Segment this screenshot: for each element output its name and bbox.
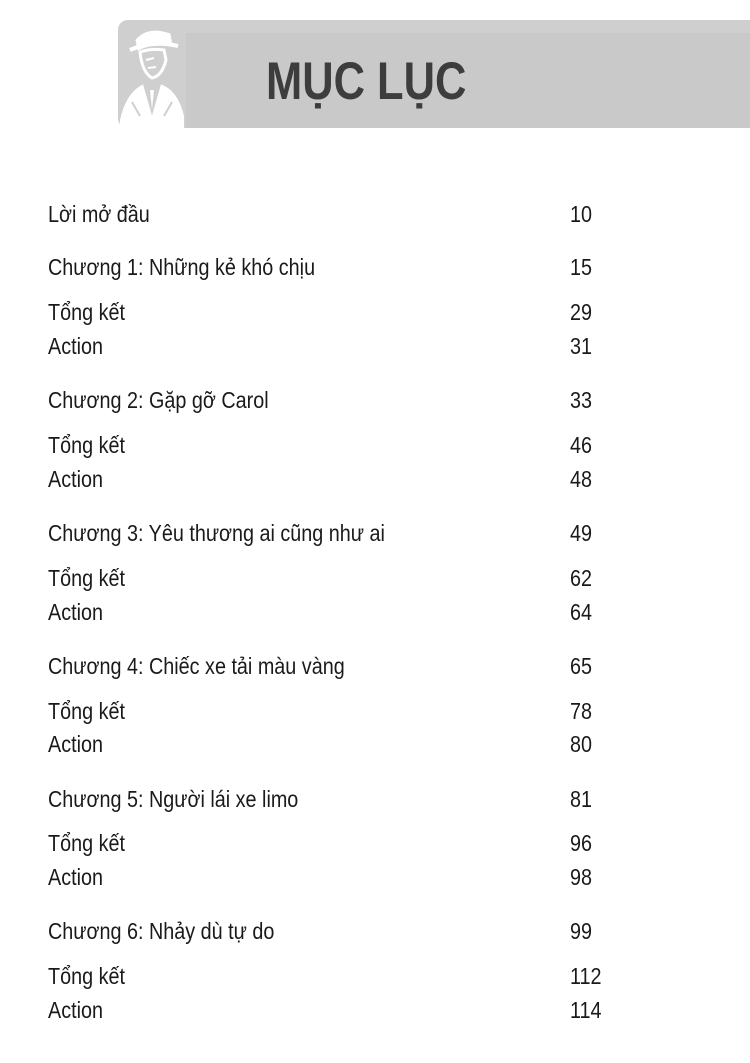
toc-entry xyxy=(48,696,648,726)
toc-entry-label: Chương 3: Yêu thương ai cũng như ai xyxy=(48,520,385,546)
toc-entry-page-number: 64 xyxy=(570,599,593,625)
toc-entry-label: Tổng kết xyxy=(48,698,125,724)
toc-entry-page-number: 80 xyxy=(570,731,593,757)
toc-entry-page-number: 65 xyxy=(570,653,593,679)
toc-entry xyxy=(48,385,648,415)
toc-entry-label: Tổng kết xyxy=(48,565,125,591)
toc-entry-page-number: 98 xyxy=(570,864,593,890)
toc-entry-page-number: 62 xyxy=(570,565,593,591)
toc-entry-page-number: 81 xyxy=(570,786,593,812)
toc-entry-label: Action xyxy=(48,864,103,890)
toc-entry-page-number: 78 xyxy=(570,698,593,724)
toc-entry-page-number: 46 xyxy=(570,432,593,458)
toc-entry xyxy=(48,961,648,991)
toc-entry-label: Tổng kết xyxy=(48,830,125,856)
toc-entry xyxy=(48,916,648,946)
toc-entry xyxy=(48,331,648,361)
toc-entry-label: Lời mở đầu xyxy=(48,201,150,227)
toc-entry-page-number: 48 xyxy=(570,466,593,492)
toc-entry xyxy=(48,252,648,282)
toc-entry xyxy=(48,199,648,229)
toc-entry-page-number: 31 xyxy=(570,333,593,359)
toc-entry-page-number: 15 xyxy=(570,254,593,280)
toc-entry-label: Action xyxy=(48,997,103,1023)
toc-entry-label: Action xyxy=(48,333,103,359)
toc-entry-page-number: 112 xyxy=(570,963,602,989)
toc-entry-label: Action xyxy=(48,599,103,625)
toc-entry xyxy=(48,651,648,681)
toc-entry xyxy=(48,995,648,1025)
toc-entry xyxy=(48,862,648,892)
toc-entry xyxy=(48,597,648,627)
toc-entry xyxy=(48,828,648,858)
toc-entry-label: Chương 1: Những kẻ khó chịu xyxy=(48,254,316,280)
toc-entry-page-number: 33 xyxy=(570,387,593,413)
toc-entry xyxy=(48,563,648,593)
toc-entry-page-number: 114 xyxy=(570,997,602,1023)
toc-entry-page-number: 96 xyxy=(570,830,593,856)
man-in-suit-portrait-icon xyxy=(118,20,186,128)
toc-entry xyxy=(48,729,648,759)
toc-entry-page-number: 49 xyxy=(570,520,593,546)
toc-entry-label: Chương 6: Nhảy dù tự do xyxy=(48,918,275,944)
toc-entry-page-number: 10 xyxy=(570,201,593,227)
toc-entry-label: Tổng kết xyxy=(48,299,125,325)
toc-entry xyxy=(48,430,648,460)
toc-entry-label: Chương 5: Người lái xe limo xyxy=(48,786,299,812)
toc-entry-page-number: 29 xyxy=(570,299,593,325)
toc-entry xyxy=(48,784,648,814)
page-title: MỤC LỤC xyxy=(266,52,467,111)
toc-entry-label: Tổng kết xyxy=(48,432,125,458)
toc-entry-label: Action xyxy=(48,731,103,757)
toc-entry-label: Tổng kết xyxy=(48,963,125,989)
toc-entry-label: Action xyxy=(48,466,103,492)
toc-entry xyxy=(48,464,648,494)
toc-entry xyxy=(48,518,648,548)
toc-entry xyxy=(48,297,648,327)
toc-entry-label: Chương 4: Chiếc xe tải màu vàng xyxy=(48,653,345,679)
toc-entry-page-number: 99 xyxy=(570,918,593,944)
toc-entry-label: Chương 2: Gặp gỡ Carol xyxy=(48,387,269,413)
